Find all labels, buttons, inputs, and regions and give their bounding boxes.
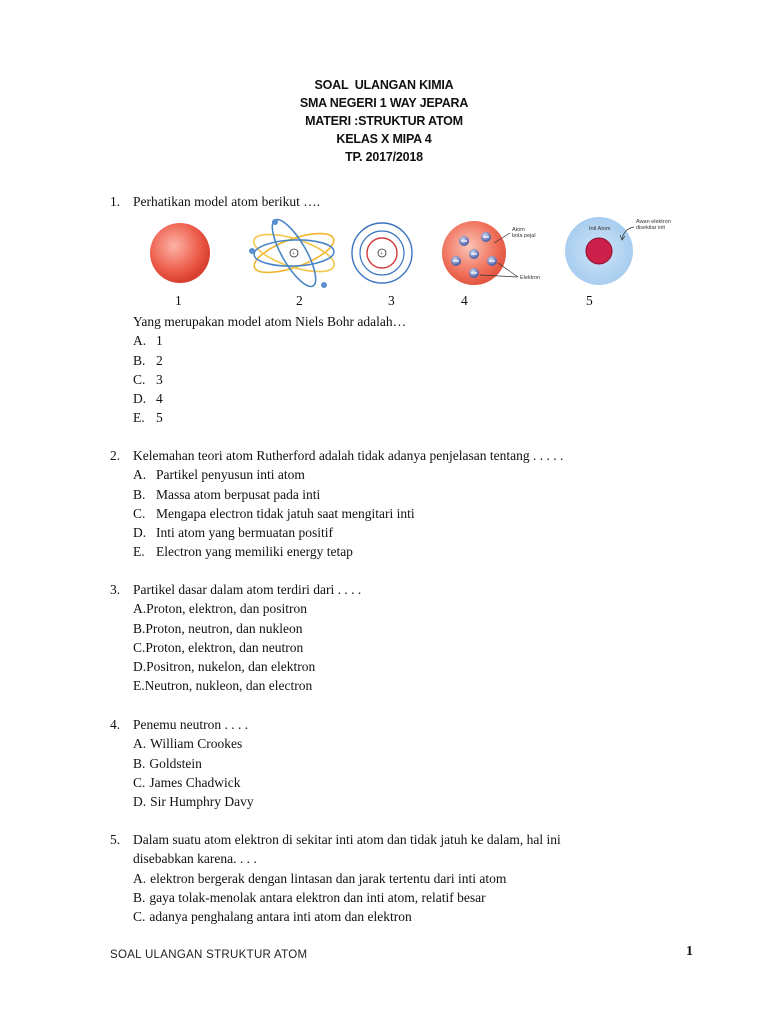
question-number: 2. [110,448,121,463]
option-c[interactable]: C. 3 [133,371,163,387]
atom-model-1-image [148,213,214,289]
document-header [0,76,768,166]
figure-number: 4 [461,293,468,308]
question-number: 4. [110,717,121,732]
option-a[interactable]: A. 1 [133,333,163,349]
option-c[interactable]: C. adanya penghalang antara inti atom dan elektron [133,909,412,925]
option-c[interactable]: C. James Chadwick [133,774,241,790]
option-c[interactable]: C. Mengapa electron tidak jatuh saat mengitari inti [133,505,415,521]
figure-number: 1 [175,293,182,308]
question-2 [110,446,563,562]
atom-model-5-image [564,213,690,293]
option-a[interactable]: A.Proton, elektron, dan positron [133,601,307,617]
option-b[interactable]: B. Goldstein [133,755,202,771]
fig4-atom-label: Atom [512,227,525,233]
figure-number: 2 [296,293,303,308]
question-5 [110,830,561,926]
header-year: TP. 2017/2018 [345,150,423,164]
question-number: 3. [110,582,121,597]
page-number: 1 [686,944,693,959]
question-1 [110,192,320,211]
header-subject: MATERI :STRUKTUR ATOM [305,114,463,128]
question-4 [110,715,254,811]
svg-text:+: + [380,251,384,258]
question-text: Partikel dasar dalam atom terdiri dari . . . . [133,582,362,597]
question-number: 5. [110,832,121,847]
option-b[interactable]: B. gaya tolak-menolak antara elektron dan inti atom, relatif besar [133,889,486,905]
option-e[interactable]: E. 5 [133,410,163,426]
fig4-bola-label: bola pejal [512,233,536,239]
question-3 [110,580,361,696]
option-d[interactable]: D.Positron, nukelon, dan elektron [133,659,316,675]
option-d[interactable]: D. 4 [133,391,163,407]
atom-model-3-image [350,213,414,293]
header-title: SOAL ULANGAN KIMIA [314,78,454,92]
svg-text:+: + [292,251,296,258]
fig5-inti-label: Inti Atom [589,226,611,232]
option-e[interactable]: E.Neutron, nukleon, dan electron [133,678,313,694]
figure-number-row [0,293,768,311]
option-a[interactable]: A. William Crookes [133,736,243,752]
figure-number: 5 [586,293,593,308]
page-footer: SOAL ULANGAN STRUKTUR ATOM [110,949,308,961]
option-a[interactable]: A. Partikel penyusun inti atom [133,467,305,483]
question-prompt: Yang merupakan model atom Niels Bohr adalah… [133,314,407,329]
question-number: 1. [110,194,121,209]
option-b[interactable]: B.Proton, neutron, dan nukleon [133,620,303,636]
header-school: SMA NEGERI 1 WAY JEPARA [299,96,469,110]
question-text: Kelemahan teori atom Rutherford adalah tidak adanya penjelasan tentang . . . . . [133,448,564,463]
question-text-continued: disebabkan karena. . . . [133,851,257,867]
question-text: Perhatikan model atom berikut …. [133,194,321,209]
atom-model-figures [140,213,700,293]
option-c[interactable]: C.Proton, elektron, dan neutron [133,639,304,655]
fig5-awan-label-1: Awan elektron [636,219,671,225]
option-a[interactable]: A. elektron bergerak dengan lintasan dan jarak tertentu dari inti atom [133,870,507,886]
fig5-awan-label-2: disekitar inti [636,225,666,231]
option-b[interactable]: B. Massa atom berpusat pada inti [133,486,321,502]
question-text: Penemu neutron . . . . [133,717,249,732]
figure-number: 3 [388,293,395,308]
option-e[interactable]: E. Electron yang memiliki energy tetap [133,544,353,560]
atom-model-2-image [240,213,336,293]
atom-model-4-image [438,213,568,293]
header-class: KELAS X MIPA 4 [336,132,432,146]
option-d[interactable]: D. Sir Humphry Davy [133,794,254,810]
option-d[interactable]: D. Inti atom yang bermuatan positif [133,525,333,541]
option-b[interactable]: B. 2 [133,352,163,368]
question-text: Dalam suatu atom elektron di sekitar inti atom dan tidak jatuh ke dalam, hal ini [133,832,561,847]
question-1-body [110,312,406,428]
fig4-elektron-label: Elektron [520,275,541,281]
